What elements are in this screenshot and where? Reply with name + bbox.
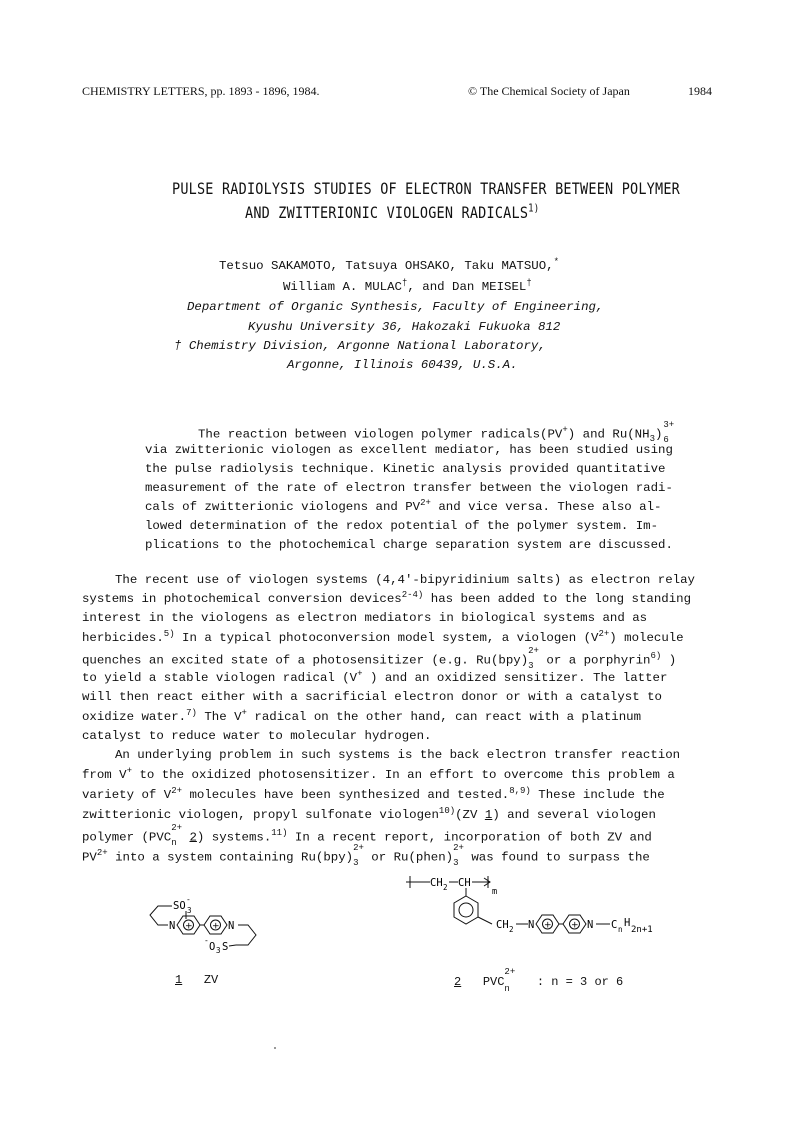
svg-text:N: N — [228, 920, 235, 932]
body-line: quenches an excited state of a photosensitizer (e.g. Ru(bpy) 2+ 3 or a porphyrin$^{6)}$ ) — [82, 646, 677, 671]
body-line: catalyst to reduce water to molecular hydrogen. — [82, 729, 432, 743]
abstract-line: cals of zwitterionic viologens and $PV^{2+}$ and vice versa. These also al- — [145, 497, 662, 514]
abstract-line: via zwitterionic viologen as excellent mediator, has been studied using — [145, 443, 673, 457]
svg-text:2: 2 — [443, 883, 448, 892]
svg-text:-: - — [186, 895, 191, 904]
affiliation-line-3: † Chemistry Division, Argonne National Laboratory, — [174, 339, 546, 353]
svg-text:n: n — [618, 925, 623, 934]
svg-text:+: + — [544, 920, 552, 931]
svg-text:N: N — [587, 919, 594, 931]
svg-text:2: 2 — [509, 925, 514, 934]
authors-line-2: William A. MULAC†, and Dan MEISEL† — [283, 277, 532, 294]
body-line: variety of $V^{2+}$ molecules have been synthesized and tested.$^{8,9)}$ These include the — [82, 785, 665, 802]
svg-text:m: m — [492, 887, 498, 897]
structure-pvc — [400, 872, 700, 952]
journal-citation: CHEMISTRY LETTERS, pp. 1893 - 1896, 1984. — [82, 84, 320, 98]
svg-text:2n+1: 2n+1 — [631, 925, 653, 935]
svg-text:3: 3 — [187, 906, 192, 915]
svg-text:N: N — [169, 920, 176, 932]
body-line: herbicides.$^{5)}$ In a typical photoconversion model system, a viologen $(V^{2+})$ molecule — [82, 628, 684, 645]
body-line: systems in photochemical conversion devices$^{2-4)}$ has been added to the long standing — [82, 589, 692, 606]
structure-zv — [140, 895, 300, 955]
paper-title-line-2: AND ZWITTERIONIC VIOLOGEN RADICALS$^{1)}$ — [245, 203, 540, 223]
body-line: zwitterionic viologen, propyl sulfonate viologen$^{10)}$(ZV 1) and several viologen — [82, 805, 656, 822]
body-line: to yield a stable viologen radical (V+ ) and an oxidized sensitizer. The latter — [82, 668, 668, 685]
copyright-notice: © The Chemical Society of Japan — [468, 84, 630, 98]
body-line: oxidize water.$^{7)}$ The V+ radical on the other hand, can react with a platinum — [82, 707, 642, 724]
body-line: An underlying problem in such systems is the back electron transfer reaction — [115, 748, 681, 762]
body-line: from V+ to the oxidized photosensitizer. In an effort to overcome this problem a — [82, 765, 675, 782]
svg-text:CH: CH — [496, 919, 509, 931]
svg-text:CH: CH — [458, 877, 471, 889]
abstract-line: The reaction between viologen polymer radicals(PV+) and $Ru(NH_3)$ 3+ 6 — [198, 420, 675, 445]
svg-text:+: + — [185, 921, 193, 932]
abstract-line: the pulse radiolysis technique. Kinetic analysis provided quantitative — [145, 462, 666, 476]
svg-text:N: N — [528, 919, 535, 931]
body-line: interest in the viologens as electron mediators in biological systems and as — [82, 611, 648, 625]
svg-text:H: H — [624, 917, 631, 929]
affiliation-line-4: Argonne, Illinois 60439, U.S.A. — [287, 358, 518, 372]
abstract-line: measurement of the rate of electron transfer between the viologen radi- — [145, 481, 673, 495]
title-footnote-ref: 1) — [528, 203, 540, 216]
affiliation-line-1: Department of Organic Synthesis, Faculty of Engineering, — [187, 300, 604, 314]
abstract-line: lowed determination of the redox potential of the polymer system. Im- — [145, 519, 659, 533]
abstract-line: plications to the photochemical charge separation system are discussed. — [145, 538, 673, 552]
svg-text:C: C — [611, 919, 618, 931]
body-line: The recent use of viologen systems (4,4'-bipyridinium salts) as electron relay — [115, 573, 695, 587]
svg-text:CH: CH — [430, 877, 443, 889]
structure-label-2: 2 PVC 2+ n : n = 3 or 6 — [454, 967, 624, 994]
svg-text:+: + — [212, 921, 220, 932]
svg-text:O: O — [209, 941, 216, 953]
svg-text:+: + — [571, 920, 579, 931]
corresponding-mark: * — [553, 256, 560, 267]
svg-text:3: 3 — [216, 946, 221, 955]
paper-title-line-1: PULSE RADIOLYSIS STUDIES OF ELECTRON TRANSFER BETWEEN POLYMER — [172, 180, 680, 199]
authors-line-1: Tetsuo SAKAMOTO, Tatsuya OHSAKO, Taku MATSUO,* — [219, 256, 560, 273]
svg-text:SO: SO — [173, 900, 186, 912]
svg-text:-: - — [204, 936, 209, 945]
page-speck — [274, 1047, 276, 1049]
body-line: $PV^{2+}$ into a system containing Ru(bpy) 2+ 3 or Ru(phen) 2+ 3 was found to surpass the — [82, 843, 650, 868]
body-line: will then react either with a sacrificial electron donor or with a catalyst to — [82, 690, 662, 704]
body-line: polymer (PVC 2+ n 2) systems.$^{11)}$ In a recent report, incorporation of both ZV and — [82, 823, 652, 848]
svg-text:S: S — [222, 941, 229, 953]
header-year: 1984 — [688, 84, 712, 98]
affiliation-line-2: Kyushu University 36, Hakozaki Fukuoka 812 — [248, 320, 561, 334]
structure-label-1: 1 ZV — [175, 973, 219, 987]
